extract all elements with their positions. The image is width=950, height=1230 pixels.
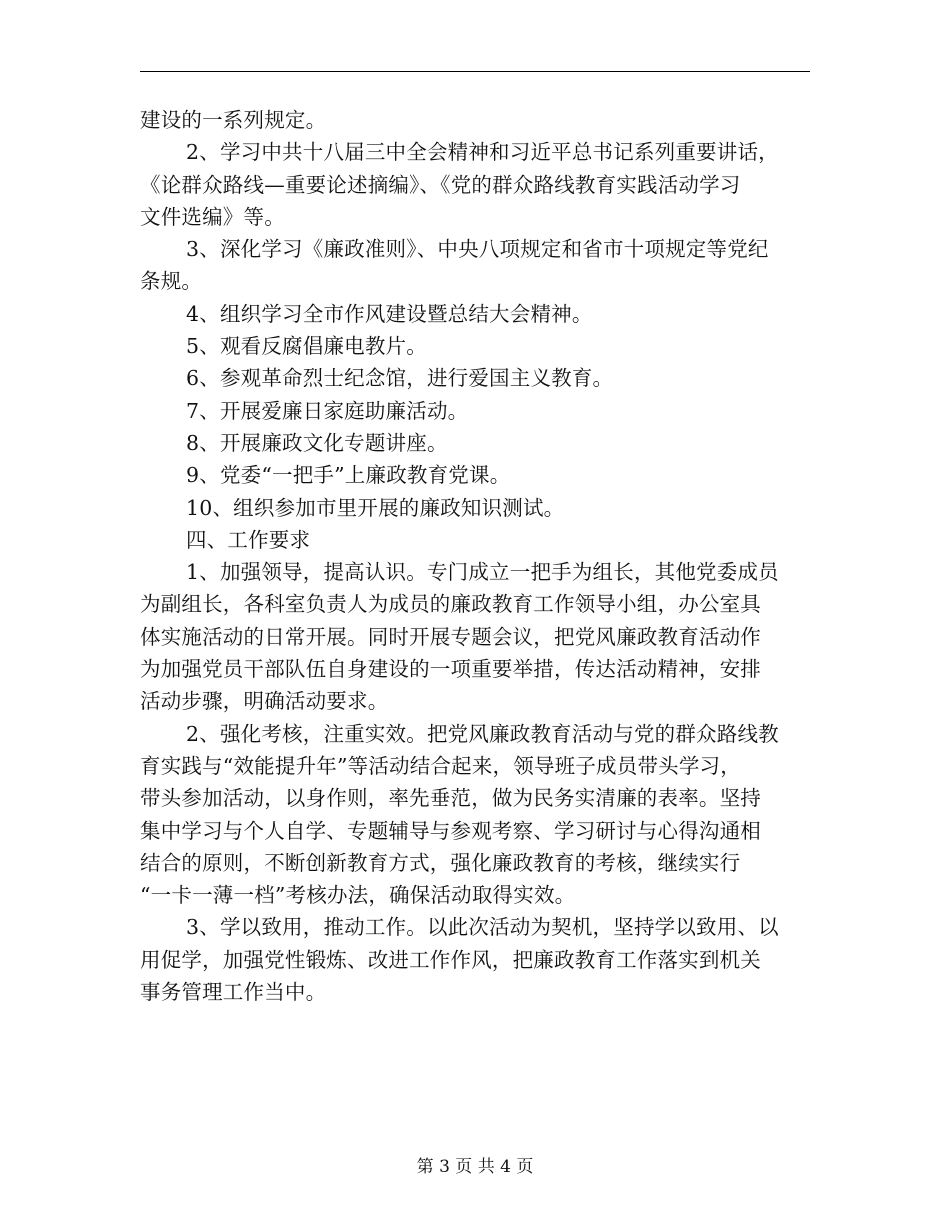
text-line: 集中学习与个人自学、专题辅导与参观考察、学习研讨与心得沟通相 [140,818,761,843]
document-body [140,104,810,1008]
text-line: 事务管理工作当中。 [140,980,327,1005]
text-line: “一卡一薄一档”考核办法，确保活动取得实效。 [140,883,576,908]
text-line: 3、深化学习《廉政准则》、中央八项规定和省市十项规定等党纪 [186,237,769,262]
text-line: 带头参加活动，以身作则，率先垂范，做为民务实清廉的表率。坚持 [140,786,761,811]
header-rule [140,71,810,72]
text-line: 育实践与“效能提升年”等活动结合起来，领导班子成员带头学习， [140,753,741,778]
text-line: 2、强化考核，注重实效。把党风廉政教育活动与党的群众路线教 [186,721,779,746]
text-line: 为加强党员干部队伍自身建设的一项重要举措，传达活动精神，安排 [140,657,761,682]
text-line: 建设的一系列规定。 [140,108,327,132]
text-line: 8、开展廉政文化专题讲座。 [186,430,448,455]
text-line: 文件选编》等。 [140,204,285,229]
text-line: 活动步骤，明确活动要求。 [140,689,389,714]
text-line: 为副组长，各科室负责人为成员的廉政教育工作领导小组，办公室具 [140,592,761,617]
text-line: 5、观看反腐倡廉电教片。 [186,334,427,359]
text-line: 用促学，加强党性锻炼、改进工作作风，把廉政教育工作落实到机关 [140,947,761,972]
text-line: 《论群众路线—重要论述摘编》、《党的群众路线教育实践活动学习 [140,172,741,197]
text-line: 4、组织学习全市作风建设暨总结大会精神。 [186,301,593,326]
page-number: 第 3 页 共 4 页 [416,1157,534,1177]
text-line: 1、加强领导，提高认识。专门成立一把手为组长，其他党委成员 [186,560,779,585]
text-line: 体实施活动的日常开展。同时开展专题会议，把党风廉政教育活动作 [140,624,761,649]
text-line: 7、开展爱廉日家庭助廉活动。 [186,398,469,423]
section-heading: 四、工作要求 [186,527,311,552]
text-line: 条规。 [140,269,203,294]
text-line: 10、组织参加市里开展的廉政知识测试。 [186,495,565,520]
text-line: 结合的原则，不断创新教育方式，强化廉政教育的考核，继续实行 [140,850,741,875]
text-line: 3、学以致用，推动工作。以此次活动为契机，坚持学以致用、以 [186,915,779,940]
text-line: 2、学习中共十八届三中全会精神和习近平总书记系列重要讲话， [186,140,779,165]
text-line: 6、参观革命烈士纪念馆，进行爱国主义教育。 [186,366,614,391]
text-line: 9、党委“一把手”上廉政教育党课。 [186,463,511,488]
